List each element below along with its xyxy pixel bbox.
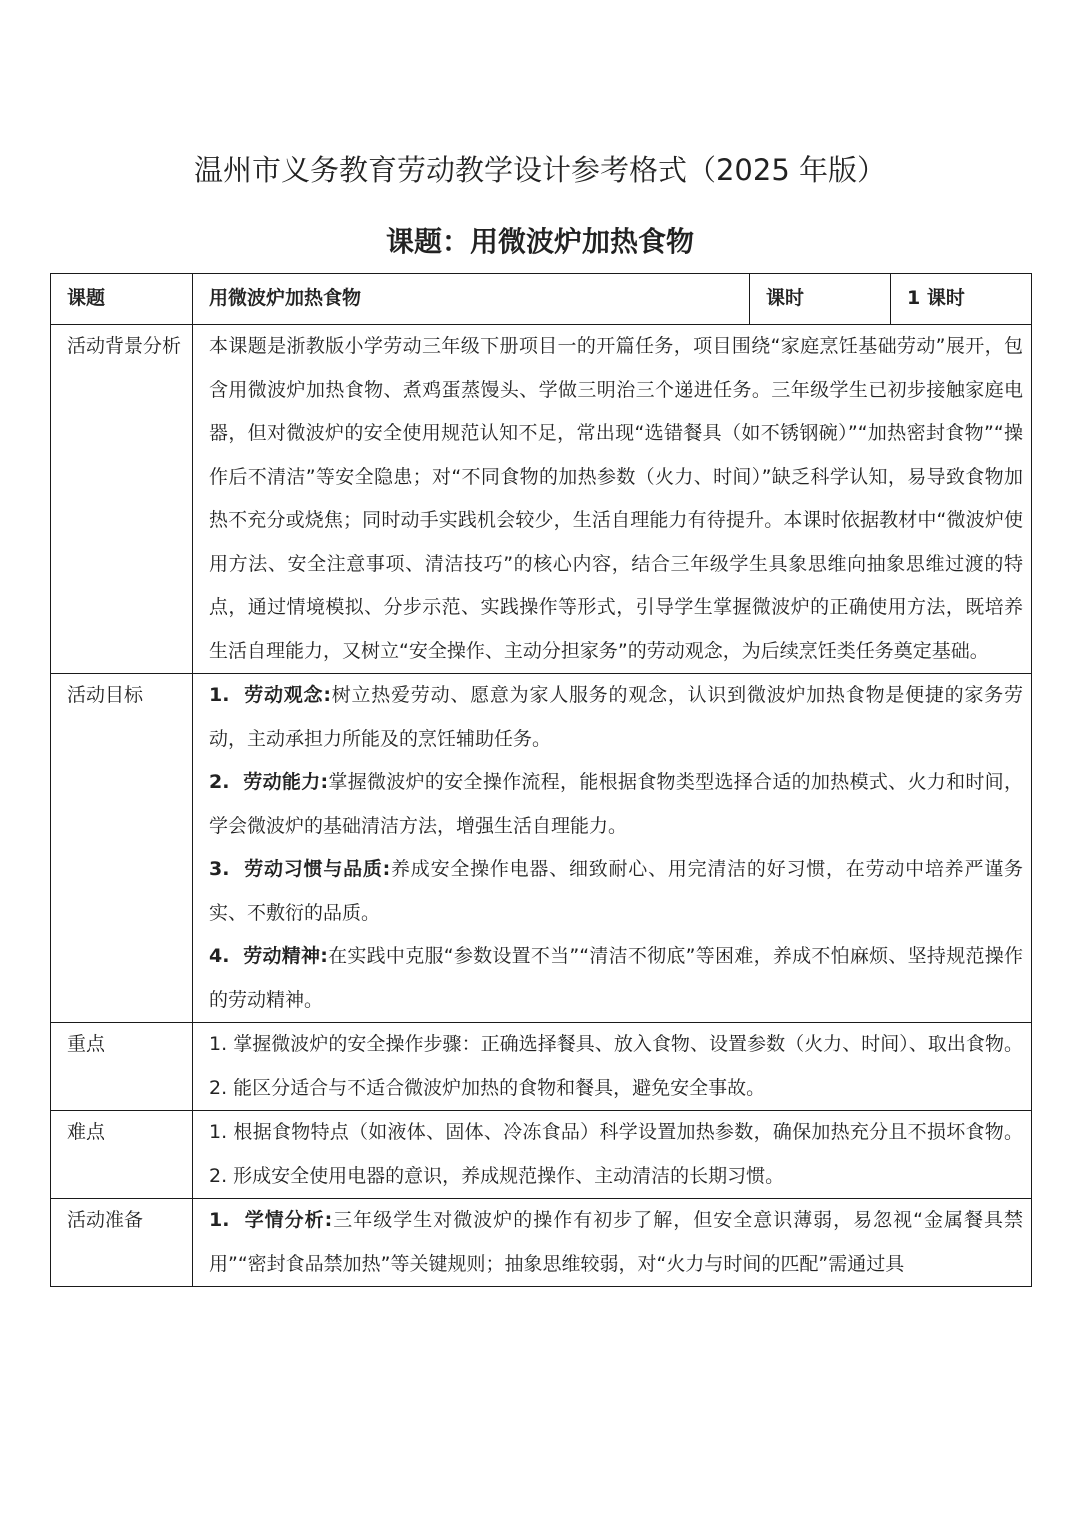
lesson-plan-table xyxy=(50,273,1032,1287)
difficulties-text: 1. 根据食物特点（如液体、固体、冷冻食品）科学设置加热参数，确保加热充分且不损坏食物。 2. 形成安全使用电器的意识，养成规范操作、主动清洁的长期习惯。 xyxy=(209,1121,1023,1187)
objective-item xyxy=(209,761,1023,848)
background-label: 活动背景分析 xyxy=(51,325,193,674)
header-row xyxy=(51,274,1032,325)
objective-item xyxy=(209,848,1023,935)
key-points-text: 1. 掌握微波炉的安全操作步骤：正确选择餐具、放入食物、设置参数（火力、时间）、取出食物。 2. 能区分适合与不适合微波炉加热的食物和餐具，避免安全事故。 xyxy=(209,1033,1023,1099)
difficulties-label: 难点 xyxy=(51,1111,193,1199)
preparation-key: 学情分析: xyxy=(244,1209,333,1231)
background-cell xyxy=(193,325,1032,674)
background-text: 本课题是浙教版小学劳动三年级下册项目一的开篇任务，项目围绕“家庭烹饪基础劳动”展开，包含用微波炉加热食物、煮鸡蛋蒸馒头、学做三明治三个递进任务。三年级学生已初步接触家庭电器，但对微波炉的安全使用规范认知不足，常出现“选错餐具（如不锈钢碗）”“加热密封食物”“操作后不清洁”等安全隐患；对“不同食物的加热参数（火力、时间）”缺乏科学认知，易导致食物加热不充分或烧焦；同时动手实践机会较少，生活自理能力有待提升。本课时依据教材中“微波炉使用方法、安全注意事项、清洁技巧”的核心内容，结合三年级学生具象思维向抽象思维过渡的特点，通过情境模拟、分步示范、实践操作等形式，引导学生掌握微波炉的正确使用方法，既培养生活自理能力，又树立“安全操作、主动分担家务”的劳动观念，为后续烹饪类任务奠定基础。 xyxy=(209,335,1023,662)
preparation-text: 三年级学生对微波炉的操作有初步了解，但安全意识薄弱，易忽视“金属餐具禁用”“密封食品禁加热”等关键规则；抽象思维较弱，对“火力与时间的匹配”需通过具 xyxy=(209,1209,1023,1275)
preparation-item xyxy=(209,1199,1023,1286)
objectives-label: 活动目标 xyxy=(51,674,193,1023)
objective-key: 劳动能力: xyxy=(243,771,329,793)
difficulties-cell xyxy=(193,1111,1032,1199)
topic-label: 课题 xyxy=(51,274,193,325)
key-points-label: 重点 xyxy=(51,1023,193,1111)
objective-num: 3. xyxy=(209,858,230,880)
objective-text: 养成安全操作电器、细致耐心、用完清洁的好习惯，在劳动中培养严谨务实、不敷衍的品质。 xyxy=(209,858,1023,924)
objective-num: 4. xyxy=(209,945,230,967)
document-title: 温州市义务教育劳动教学设计参考格式（2025 年版） xyxy=(193,153,887,187)
objective-text: 树立热爱劳动、愿意为家人服务的观念，认识到微波炉加热食物是便捷的家务劳动，主动承担力所能及的烹饪辅助任务。 xyxy=(209,684,1023,750)
objective-key: 劳动习惯与品质: xyxy=(244,858,391,880)
objective-item xyxy=(209,935,1023,1022)
key-points-cell xyxy=(193,1023,1032,1111)
objective-text: 在实践中克服“参数设置不当”“清洁不彻底”等困难，养成不怕麻烦、坚持规范操作的劳动精神。 xyxy=(209,945,1023,1011)
preparation-row xyxy=(51,1199,1032,1287)
objectives-row xyxy=(51,674,1032,1023)
topic-value: 用微波炉加热食物 xyxy=(193,274,750,325)
preparation-label: 活动准备 xyxy=(51,1199,193,1287)
preparation-num: 1. xyxy=(209,1209,230,1231)
objective-item xyxy=(209,674,1023,761)
preparation-cell xyxy=(193,1199,1032,1287)
objectives-cell xyxy=(193,674,1032,1023)
period-label: 课时 xyxy=(750,274,891,325)
objective-text: 掌握微波炉的安全操作流程，能根据食物类型选择合适的加热模式、火力和时间，学会微波炉的基础清洁方法，增强生活自理能力。 xyxy=(209,771,1023,837)
objective-key: 劳动精神: xyxy=(243,945,328,967)
key-points-row xyxy=(51,1023,1032,1111)
period-value: 1 课时 xyxy=(891,274,1032,325)
background-row xyxy=(51,325,1032,674)
objective-num: 2. xyxy=(209,771,230,793)
document-subtitle: 课题：用微波炉加热食物 xyxy=(385,225,694,258)
objective-num: 1. xyxy=(209,684,230,706)
difficulties-row xyxy=(51,1111,1032,1199)
objective-key: 劳动观念: xyxy=(244,684,331,706)
